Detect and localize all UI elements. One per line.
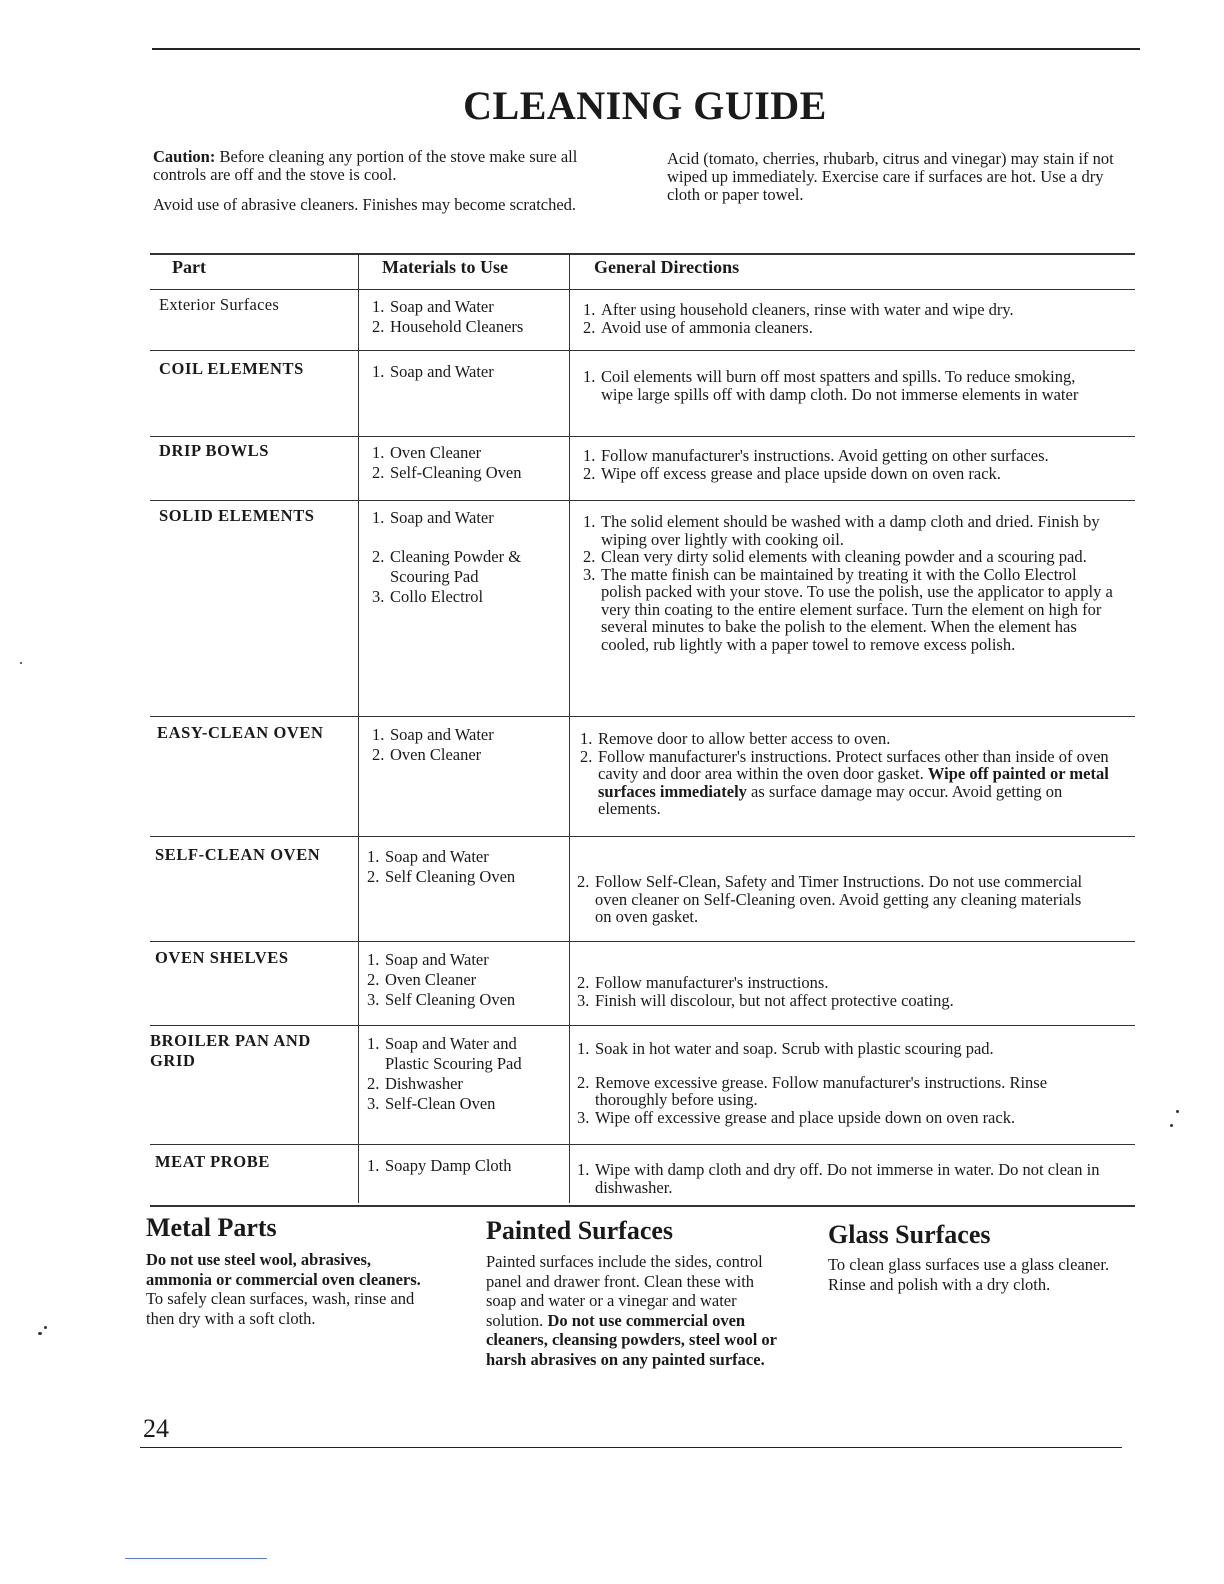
row-part-solid-elements: SOLID ELEMENTS — [159, 506, 315, 525]
metal-parts-body: Do not use steel wool, abrasives, ammonia or commercial oven cleaners. To safely clean surfaces, wash, rinse and then dry with a soft cloth. — [146, 1250, 421, 1328]
abrasive-note: Avoid use of abrasive cleaners. Finishes may become scratched. — [153, 195, 577, 214]
list-item: 2. Avoid use of ammonia cleaners. — [583, 317, 813, 337]
painted-surfaces-heading: Painted Surfaces — [486, 1216, 674, 1245]
list-item: 1. Soap and Water — [367, 950, 489, 969]
list-item: 2. Oven Cleaner — [372, 745, 482, 764]
page-title: CLEANING GUIDE — [463, 83, 827, 128]
list-item: 2. Oven Cleaner — [367, 970, 477, 989]
list-item: 2. Follow Self-Clean, Safety and Timer Instructions. Do not use commercial oven cleaner on Self-Cleaning oven. Avoid getting any cleaning materials on oven gasket. — [577, 872, 1083, 926]
list-item: 3. Self Cleaning Oven — [367, 990, 516, 1009]
list-item: 1. Coil elements will burn off most spatters and spills. To reduce smoking, wipe large spills off with damp cloth. Do not immerse elements in water — [583, 367, 1079, 404]
header-directions: General Directions — [594, 257, 740, 277]
row-part-coil-elements: COIL ELEMENTS — [159, 359, 304, 378]
directions-list — [580, 730, 1110, 818]
painted-surfaces-body: Painted surfaces include the sides, control panel and drawer front. Clean these with soap and water or a vinegar and water solution. Do not use commercial oven cleaners, cleansing powders, steel wool or harsh abrasives on any painted surface. — [486, 1252, 777, 1369]
list-item: 1. Soap and Water — [372, 362, 494, 381]
list-item: 3. The matte finish can be maintained by treating it with the Collo Electrol polish packed with your stove. To use the polish, use the applicator to apply a very thin coating to the entire element surface. Turn the element on high for several minutes to bake the polish to the element. When the element has cooled, rub lightly with a paper towel to remove excess polish. — [583, 564, 1113, 654]
row-divider — [150, 1025, 1135, 1026]
page-number: 24 — [143, 1414, 169, 1443]
row-part-broiler-pan: BROILER PAN AND GRID — [150, 1031, 311, 1070]
materials-list — [367, 1156, 562, 1176]
row-divider — [150, 716, 1135, 717]
list-item: 1. Soap and Water — [372, 725, 494, 744]
directions-list — [583, 368, 1103, 403]
materials-list — [372, 297, 562, 337]
list-item: 2. Self Cleaning Oven — [367, 867, 516, 886]
list-item: 2. Remove excessive grease. Follow manufacturer's instructions. Rinse thoroughly before using. — [577, 1072, 1048, 1109]
list-item: 1. Soap and Water — [372, 297, 494, 316]
scan-speck — [38, 1332, 42, 1335]
list-item: 1. Follow manufacturer's instructions. Avoid getting on other surfaces. — [583, 446, 1049, 465]
list-item: 1. Soak in hot water and soap. Scrub with plastic scouring pad. — [577, 1039, 994, 1058]
list-item: 2. Follow manufacturer's instructions. — [577, 973, 829, 992]
directions-list — [583, 301, 1118, 336]
directions-list — [577, 873, 1097, 926]
table-top-rule — [150, 253, 1135, 255]
caution-text: Before cleaning any portion of the stove make sure all controls are off and the stove is cool. — [153, 147, 578, 184]
scan-speck — [1176, 1110, 1179, 1113]
materials-list — [367, 950, 562, 1010]
row-divider — [150, 436, 1135, 437]
list-item: 2. Self-Cleaning Oven — [372, 463, 522, 482]
list-item: 2. Household Cleaners — [372, 317, 524, 336]
list-item: 2. Clean very dirty solid elements with cleaning powder and a scouring pad. — [583, 547, 1087, 566]
row-part-drip-bowls: DRIP BOWLS — [159, 441, 270, 460]
header-part: Part — [172, 257, 206, 277]
row-part-exterior: Exterior Surfaces — [159, 295, 280, 314]
header-materials: Materials to Use — [382, 257, 508, 277]
table-header-rule — [150, 289, 1135, 290]
warning-text: Wipe off painted or metal surfaces immediately — [598, 764, 1109, 801]
scan-speck — [44, 1326, 47, 1329]
list-item: 3. Collo Electrol — [372, 587, 484, 606]
scan-line — [125, 1558, 267, 1559]
glass-surfaces-body: To clean glass surfaces use a glass cleaner. Rinse and polish with a dry cloth. — [828, 1255, 1110, 1294]
row-part-self-clean-oven: SELF-CLEAN OVEN — [155, 845, 321, 864]
directions-list — [577, 974, 1107, 1009]
list-item: 1. Oven Cleaner — [372, 443, 482, 462]
list-item: 1. After using household cleaners, rinse with water and wipe dry. — [583, 300, 1014, 319]
row-divider — [150, 1144, 1135, 1145]
list-item: 1. Wipe with damp cloth and dry off. Do not immerse in water. Do not clean in dishwasher. — [577, 1160, 1100, 1197]
list-item: 3. Finish will discolour, but not affect protective coating. — [577, 990, 954, 1010]
list-item: 1. Soapy Damp Cloth — [367, 1156, 512, 1175]
directions-list — [583, 513, 1118, 653]
row-part-easy-clean-oven: EASY-CLEAN OVEN — [157, 723, 324, 742]
glass-surfaces-heading: Glass Surfaces — [828, 1220, 991, 1249]
directions-list — [577, 1040, 1097, 1126]
col-divider-1 — [358, 255, 359, 1203]
acid-note: Acid (tomato, cherries, rhubarb, citrus and vinegar) may stain if not wiped up immediately. Exercise care if surfaces are hot. Use a dry cloth or paper towel. — [667, 149, 1114, 204]
row-divider — [150, 500, 1135, 501]
scan-speck — [20, 662, 22, 664]
list-item: 1. Soap and Water — [372, 508, 494, 527]
materials-list — [372, 362, 562, 382]
row-part-oven-shelves: OVEN SHELVES — [155, 948, 289, 967]
materials-list — [372, 508, 557, 607]
directions-list — [577, 1161, 1122, 1196]
list-item: 2. Dishwasher — [367, 1074, 463, 1093]
table-bottom-rule — [150, 1205, 1135, 1207]
row-divider — [150, 836, 1135, 837]
bottom-rule — [140, 1447, 1122, 1448]
directions-list — [583, 447, 1128, 482]
list-item: 1. Soap and Water and Plastic Scouring Pad — [367, 1034, 522, 1073]
materials-list — [367, 847, 562, 887]
list-item: 2. Follow manufacturer's instructions. Protect surfaces other than inside of oven cavity and door area within the oven door gasket. Wipe off painted or metal surfaces immediately as surface damage may occur. Avoid getting on elements. — [580, 746, 1109, 818]
list-item: 1. Remove door to allow better access to oven. — [580, 729, 891, 748]
caution-note — [153, 148, 613, 184]
top-rule — [152, 48, 1140, 50]
row-divider — [150, 350, 1135, 351]
list-item: 1. The solid element should be washed with a damp cloth and dried. Finish by wiping over lightly with cooking oil. — [583, 512, 1100, 549]
metal-parts-heading: Metal Parts — [146, 1213, 277, 1242]
scan-speck — [1170, 1124, 1173, 1127]
col-divider-2 — [569, 255, 570, 1203]
row-part-meat-probe: MEAT PROBE — [155, 1152, 270, 1171]
list-item: 1. Soap and Water — [367, 847, 489, 866]
materials-list — [372, 443, 562, 483]
row-divider — [150, 941, 1135, 942]
list-item: 3. Self-Clean Oven — [367, 1094, 496, 1113]
list-item: 2. Wipe off excess grease and place upside down on oven rack. — [583, 463, 1001, 483]
list-item: 2. Cleaning Powder & Scouring Pad — [372, 547, 522, 586]
materials-list — [372, 725, 562, 765]
materials-list — [367, 1034, 557, 1114]
list-item: 3. Wipe off excessive grease and place upside down on oven rack. — [577, 1107, 1016, 1127]
caution-label: Caution: — [153, 147, 216, 166]
